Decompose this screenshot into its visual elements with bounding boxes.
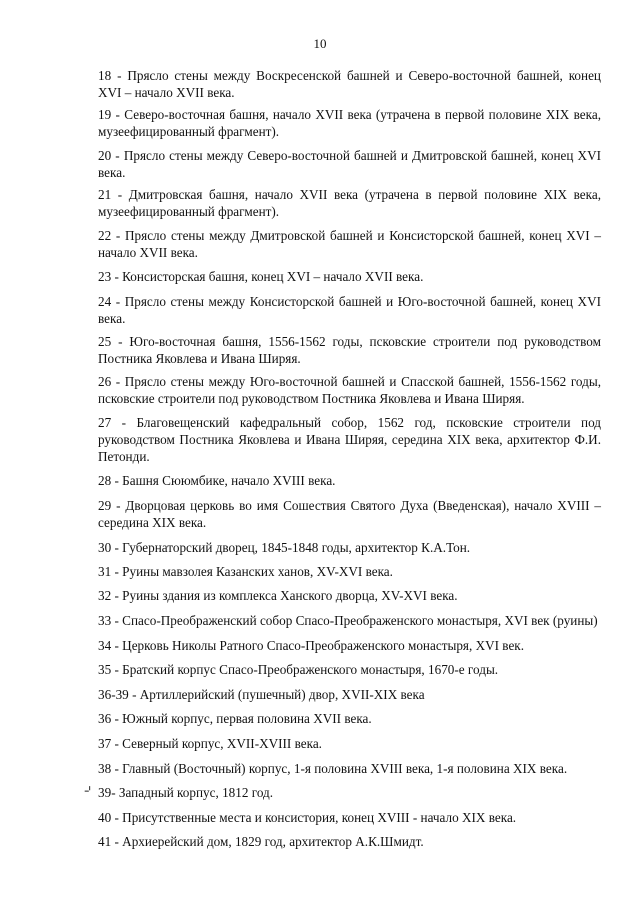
entry-28: 28 - Башня Сююмбике, начало XVIII века. [98,473,336,488]
entry-36: 36 - Южный корпус, первая половина XVII века. [98,711,372,726]
entry-33: 33 - Спасо-Преображенский собор Спасо-Преображенского монастыря, XVI век (руины) [98,613,598,628]
entry-20: 20 - Прясло стены между Северо-восточной башней и Дмитровской башней, конец XVI века. [98,148,601,180]
entry-23: 23 - Консисторская башня, конец XVI – начало XVII века. [98,269,424,284]
entry-36-39: 36-39 - Артиллерийский (пушечный) двор, XVII-XIX века [98,687,425,702]
entry-22: 22 - Прясло стены между Дмитровской башней и Консисторской башней, конец XVI – начало XVII века. [98,228,601,260]
entry-18: 18 - Прясло стены между Воскресенской башней и Северо-восточной башней, конец XVI – начало XVII века. [98,68,601,100]
entry-26: 26 - Прясло стены между Юго-восточной башней и Спасской башней, 1556-1562 годы, псковские строители под руководством Постника Яковлева и Ивана Ширяя. [98,374,601,406]
entry-19: 19 - Северо-восточная башня, начало XVII века (утрачена в первой половине XIX века, музеефицированный фрагмент). [98,107,601,139]
entry-40: 40 - Присутственные места и консистория, конец XVIII - начало XIX века. [98,810,517,825]
entry-38: 38 - Главный (Восточный) корпус, 1-я половина XVIII века, 1-я половина XIX века. [98,761,568,776]
entry-24: 24 - Прясло стены между Консисторской башней и Юго-восточной башней, конец XVI века. [98,294,601,326]
entry-34: 34 - Церковь Николы Ратного Спасо-Преображенского монастыря, XVI век. [98,638,525,653]
entry-21: 21 - Дмитровская башня, начало XVII века (утрачена в первой половине XIX века, музеефицированный фрагмент). [98,187,601,219]
entry-37: 37 - Северный корпус, XVII-XVIII века. [98,736,322,751]
entry-30: 30 - Губернаторский дворец, 1845-1848 годы, архитектор К.А.Тон. [98,540,471,555]
entry-35: 35 - Братский корпус Спасо-Преображенского монастыря, 1670-е годы. [98,662,499,677]
entry-27: 27 - Благовещенский кафедральный собор, 1562 год, псковские строители под руководством Постника Яковлева и Ивана Ширяя, середина XIX века, архитектор Ф.И. Петонди. [98,415,601,464]
entry-32: 32 - Руины здания из комплекса Ханского дворца, XV-XVI века. [98,588,458,603]
entry-31: 31 - Руины мавзолея Казанских ханов, XV-XVI века. [98,564,393,579]
entry-39: 39- Западный корпус, 1812 год. [98,785,274,800]
entry-25: 25 - Юго-восточная башня, 1556-1562 годы, псковские строители под руководством Постника Яковлева и Ивана Ширяя. [98,334,601,366]
page-number: 10 [313,36,327,51]
entry-29: 29 - Дворцовая церковь во имя Сошествия Святого Духа (Введенская), начало XVIII – середина XIX века. [98,498,601,530]
handwritten-mark: ⌏ [84,784,96,799]
entry-41: 41 - Архиерейский дом, 1829 год, архитектор А.К.Шмидт. [98,834,424,849]
